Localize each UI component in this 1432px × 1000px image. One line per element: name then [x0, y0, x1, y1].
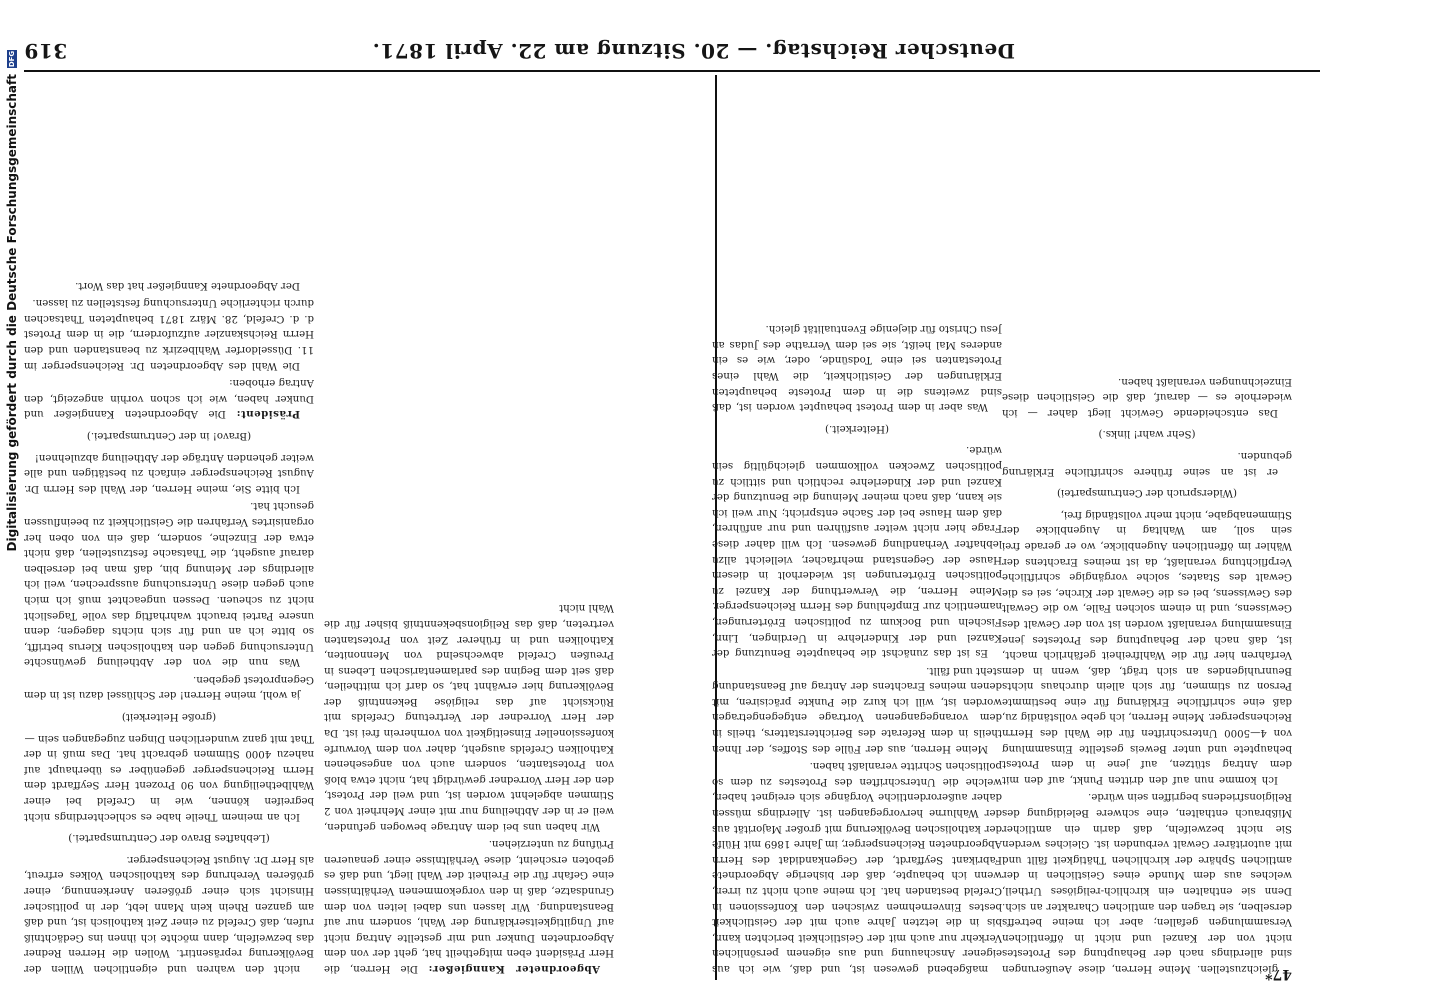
column-2: [324, 78, 614, 976]
interjection: (Lebhaftes Bravo der Centrumspartei.): [68, 832, 270, 844]
interjection: (Widerspruch der Centrumspartei): [1057, 487, 1237, 499]
paragraph: Meine Herren, aus der Fülle des Stoffes, der Ihnen theils in dem Referate des Berichterstatters, theils in dem vorangegangenen Vortrage entgegengetragen worden ist, will ich kurz die Punkte präcisiren, mit denen meines Erachtens der Antrag auf Beanstandung steht und fällt.: [712, 664, 1002, 754]
speaker-name: Abgeordneter Kanngießer:: [428, 963, 600, 975]
paragraph: Ich an meinem Theile habe es schlechterdings nicht begreifen können, wie in Crefeld bei einer Wahlbetheiligung von 90 Prozent Herr Seyffardt dem Herrn Reichensperger gegenüber es überhaupt auf nahezu 4000 Stimmen gebracht hat. Das muß in der That mit ganz wunderlichen Dingen zugegangen sein —: [24, 732, 314, 822]
paragraph: maßgebend gewesen ist, und daß, wie ich aus eigener Anschauung und aus eigenem persönlichen Verkehr nur auch mit der Geistlichkeit berichten kann, bis in die letzten Jahre auch mit der Geistlichkeit bestes Einvernehmen zwischen den Konfessionen in Crefeld bestanden hat. Ich meine auch nicht zu irren, wenn ich behaupte, daß der bisherige Abgeordnete Fabrikant Seyffardt, der Gegenkandidat des Herrn Abgeordneten Reichensperger, im Jahre 1869 mit Hülfe der katholischen Bevölkerung mit großer Majorität aus der Wahlurne hervorgegangen ist. Allerdings müssen daher außerordentliche Vorgänge sich ereignet haben, welche die Unterschriften des Protestes zu dem so politischen Schritte veranlaßt haben.: [712, 760, 1002, 974]
paragraph: Der Abgeordnete Kanngießer hat das Wort.: [75, 279, 300, 291]
paragraph: Die Wahl des Abgeordneten Dr. Reichensperger im 11. Düsseldorfer Wahlbezirk zu beanstanden und den Herrn Reichskanzler aufzufordern, die in dem Protest d. d. Crefeld, 28. März 1871 behaupteten Thatsachen durch richterliche Untersuchung feststellen zu lassen.: [24, 297, 314, 371]
paragraph: er ist an seine frühere schriftliche Erklärung gebunden.: [1002, 450, 1292, 477]
digitization-credit: [2, 50, 22, 970]
interjection: (große Heiterkeit): [121, 711, 217, 723]
page-header: [24, 34, 1320, 68]
header-title: Deutscher Reichstag. — 20. Sitzung am 22. April 1871.: [372, 39, 1015, 63]
interjection: (Heiterkeit.): [825, 422, 889, 434]
page-number: 319: [24, 39, 68, 63]
speaker-text: Die Abgeordneten Kanngießer und Dunker haben, wie ich schon vorhin angezeigt, den Antrag erhoben:: [24, 377, 314, 420]
interjection: (Bravo! in der Centrumspartei.): [86, 430, 252, 441]
paragraph: nicht den wahren und eigentlichen Willen der Bevölkerung repräsentirt. Wollen die Herren Redner das bezweifeln, dann möchte ich ihnen ins Gedächtniß rufen, daß Crefeld zu einer Zeit katholisch ist, und daß am ganzen Rhein kein Mann lebt, der in politischer Hinsicht sich einer größeren Anerkennung, einer größeren Verehrung des katholischen Volkes erfreut, als Herr Dr. August Reichensperger.: [24, 853, 314, 974]
paragraph: Was nun die von der Abtheilung gewünschte Untersuchung gegen den katholischen Klerus betrifft, so bitte ich an und für sich nichts dagegen; denn unsere Partei braucht wahrhaftig das volle Tageslicht nicht zu scheuen. Dessen ungeachtet muß ich mich auch gegen diese Untersuchung aussprechen, weil ich allerdings der Meinung bin, daß man bei derselben darauf ausgeht, die Thatsache festzustellen, daß nicht etwa der Einzelne, sondern, daß ein von oben her organisirtes Verfahren die Geistlichkeit zu beeinflussen gesucht hat.: [24, 500, 314, 668]
paragraph: Das entscheidende Gewicht liegt daher — ich wiederhole es — darauf, daß die Geistlichen diese Einzeichnungen veranlaßt haben.: [1002, 375, 1292, 418]
header-rule: [24, 70, 1320, 72]
speaker-name: Präsident:: [236, 408, 300, 421]
column-4: [1002, 78, 1292, 976]
paragraph: Was aber in dem Protest behauptet worden ist, daß sind zweitens die in dem Proteste behaupteten Erklärungen der Geistlichkeit, die Wahl eines Protestanten sei eine Todsünde, oder, wie es ein anderes Mal heißt, sie sei dem Verrathe des Judas an Jesu Christo für diejenige Eventualität gleich.: [712, 323, 1002, 413]
paragraph: ja wohl, meine Herren! der Schlüssel dazu ist in dem Gegenprotest gegeben.: [24, 673, 314, 701]
credit-text: Digitalisierung gefördert durch die Deutsche Forschungsgemeinschaft: [5, 74, 19, 552]
column-3: [712, 78, 1002, 976]
speaker-paragraph: [24, 375, 314, 422]
paragraph: Ich bitte Sie, meine Herren, der Wahl des Herrn Dr. August Reichensperger einfach zu bestätigen und alle weiter gehenden Anträge der Abtheilung abzulehnen!: [24, 451, 314, 494]
column-1: [24, 78, 314, 976]
speaker-paragraph: [324, 836, 614, 976]
speaker-text: Die Herren, die Herr Präsident eben mitgetheilt hat, geht der von dem Abgeordneten Dunker und mir gestellte Antrag nicht auf Ungiltigkeitserklärung der Wahl, sondern nur auf Beanstandung. Wir lassen uns dabei leiten von dem Grundsatze, daß in den vorgekommenen Verhältnissen eine Gefahr für die Freiheit der Wahl liegt, und daß es geboten erscheint, diese Verhältnisse einer genaueren Prüfung zu unterziehen.: [324, 838, 614, 974]
paragraph: gleichzustellen. Meine Herren, diese Aeußerungen sind allerdings nach der Behauptung des Protestes nicht von der Kanzel und nicht in öffentlichen Versammlungen gefallen; aber ich meine betreffs derselben, sie tragen den amtlichen Charakter an sich. Denn sie enthalten ein kirchlich-religiöses Urtheil, welches aus dem Munde eines Geistlichen in der amtlichen Sphäre der kirchlichen Thätigkeit fällt und mit autoritärer Gewalt verbunden ist. Gleiches werden Sie nicht bezweifeln, daß darin ein amtlicher Mißbrauch enthalten, eine schwere Beleidigung des Religionsfriedens begriffen sein würde.: [1002, 791, 1292, 974]
signature-mark: 47*: [1265, 966, 1292, 982]
paragraph: Es ist das zunächst die behauptete Benutzung der Kanzel und der Kinderlehre in Uerdingen, Linn, Fischeln und Bockum zu politischen Erörterungen, namentlich zur Empfehlung des Herrn Reichensperger. Meine Herren, die Verwerthung der Kanzel zu politischen Erörterungen ist wiederholt in diesem Hause der Gegenstand mehrfacher, vielleicht allzu lebhafter Verhandlung gewesen. Ich will daher diese Frage hier nicht weiter ausführen und nur anführen, daß dem Hause bei der Sache entspricht; Nur weil ich sie kann, daß nach meiner Meinung die Benutzung der Kanzel und der Kinderlehre rechtlich und sittlich zu politischen Zwecken vollkommen gleichgültig sein würde.: [712, 444, 1002, 659]
interjection: (Sehr wahr! links.): [1098, 428, 1196, 440]
paragraph: Ich komme nun auf den dritten Punkt, auf den mit dem Antrag stützen, auf jene in dem Protest behauptete und unter Beweis gestellte Einsammlung von 4—5000 Unterschriften für die Wahl des Herrn Reichensperger. Meine Herren, ich gebe vollständig zu, daß eine schriftliche Erklärung für eine bestimmte Person zu stimmen, für sich allein durchaus nichts Beunruhigendes an sich trägt, daß, wenn in dem Verfahren hier für die Wahlfreiheit gefährlich macht, ist, daß nach der Behauptung des Protestes jene Einsammlung veranlaßt worden ist von der Gewalt des Gewissens, und in einem solchen Falle, wo die Gewalt des Gewissens, bei es die Gewalt der Kirche, sei es die Gewalt des Staates, solche vorgängige schriftliche Verpflichtung veranlaßt, da ist meines Erachtens der Wähler im öffentlichen Augenblicke, wo er gerade frei sein soll, am Wahltag in Augenblicke der Stimmenabgabe, nicht mehr vollständig frei,: [1002, 508, 1292, 785]
dfg-logo-icon: DFG: [8, 50, 16, 68]
paragraph: Wir haben uns bei dem Antrage bewogen gefunden, weil er in der Abtheilung nur mit einer Mehrheit von 2 Stimmen abgelehnt worden ist, und weil der Protest, den der Herr Vorredner gewürdigt hat, nicht etwa bloß von Protestanten, sondern auch von angesehenen Katholiken Crefelds ausgeht, daher von dem Vorwurfe konfessioneller Einseitigkeit von vornherein frei ist. Da der Herr Vorredner der Vertretung Crefelds mit Rücksicht auf das religiöse Bekenntniß der Bevölkerung hier erwähnt hat, so darf ich mittheilen, daß seit dem Beginn des parlamentarischen Lebens in Preußen Crefeld abwechselnd von Mennoniten, Katholiken und in früherer Zeit von Protestanten vertreten, daß das Religionsbekenntniß bisher für die Wahl nicht: [324, 602, 614, 832]
